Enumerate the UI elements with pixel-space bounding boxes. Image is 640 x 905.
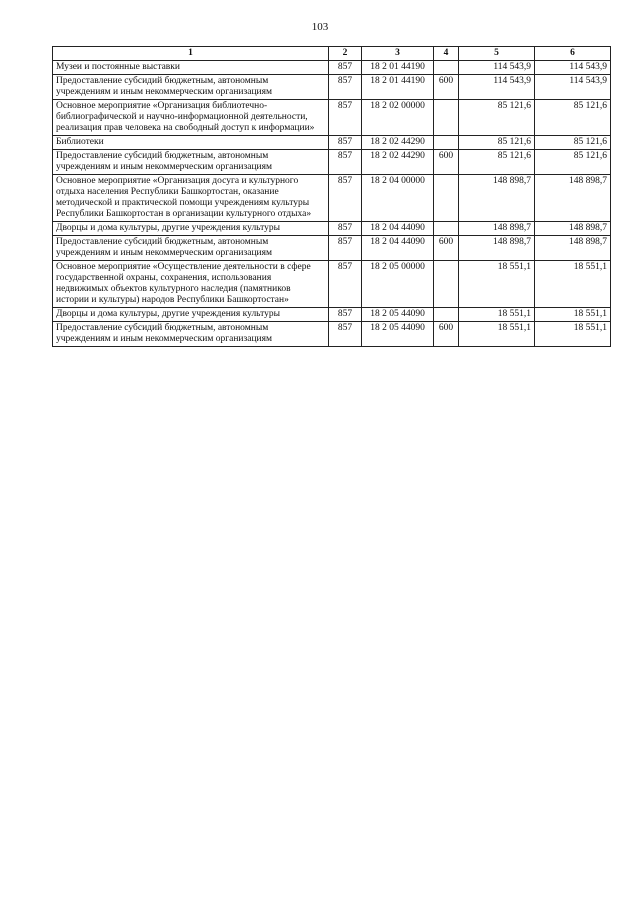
row-code: 18 2 04 44090: [362, 236, 434, 261]
row-code: 18 2 05 44090: [362, 308, 434, 322]
row-value-1: 114 543,9: [459, 61, 535, 75]
page-number: 103: [311, 21, 329, 33]
row-type: [434, 175, 459, 222]
row-ministry: 857: [329, 322, 362, 347]
row-value-2: 85 121,6: [535, 150, 611, 175]
row-ministry: 857: [329, 175, 362, 222]
row-ministry: 857: [329, 136, 362, 150]
row-ministry: 857: [329, 100, 362, 136]
row-value-1: 18 551,1: [459, 308, 535, 322]
row-code: 18 2 02 44290: [362, 150, 434, 175]
row-value-2: 114 543,9: [535, 61, 611, 75]
table-header: [53, 47, 611, 61]
table-row: [53, 61, 611, 75]
row-ministry: 857: [329, 150, 362, 175]
row-name: Дворцы и дома культуры, другие учреждения культуры: [53, 308, 329, 322]
row-code: 18 2 01 44190: [362, 61, 434, 75]
row-ministry: 857: [329, 308, 362, 322]
row-name: Основное мероприятие «Осуществление деятельности в сфере государственной охраны, сохранения, использования недвижимых объектов культурного наследия (памятников истории и культуры) народов Республики Башкортостан»: [53, 261, 329, 308]
row-value-2: 85 121,6: [535, 136, 611, 150]
row-value-2: 18 551,1: [535, 322, 611, 347]
row-type: 600: [434, 236, 459, 261]
row-type: [434, 308, 459, 322]
row-type: 600: [434, 150, 459, 175]
budget-table: [52, 46, 611, 347]
row-name: Основное мероприятие «Организация библиотечно-библиографической и научно-информационной деятельности, реализация прав человека на свободный доступ к информации»: [53, 100, 329, 136]
table-row: [53, 222, 611, 236]
row-value-2: 114 543,9: [535, 75, 611, 100]
row-ministry: 857: [329, 236, 362, 261]
table-row: [53, 150, 611, 175]
row-value-2: 148 898,7: [535, 175, 611, 222]
row-value-1: 114 543,9: [459, 75, 535, 100]
row-ministry: 857: [329, 61, 362, 75]
row-value-1: 18 551,1: [459, 322, 535, 347]
row-type: 600: [434, 75, 459, 100]
row-value-1: 18 551,1: [459, 261, 535, 308]
row-value-1: 148 898,7: [459, 175, 535, 222]
row-type: [434, 261, 459, 308]
row-value-1: 85 121,6: [459, 136, 535, 150]
row-code: 18 2 02 00000: [362, 100, 434, 136]
row-value-2: 18 551,1: [535, 261, 611, 308]
row-name: Библиотеки: [53, 136, 329, 150]
row-ministry: 857: [329, 261, 362, 308]
row-ministry: 857: [329, 222, 362, 236]
table-row: [53, 75, 611, 100]
table-row: [53, 322, 611, 347]
row-code: 18 2 04 00000: [362, 175, 434, 222]
row-value-1: 85 121,6: [459, 100, 535, 136]
row-type: 600: [434, 322, 459, 347]
table-row: [53, 175, 611, 222]
row-value-2: 148 898,7: [535, 236, 611, 261]
row-name: Музеи и постоянные выставки: [53, 61, 329, 75]
table-body: [53, 61, 611, 347]
header-cell-3: 3: [362, 47, 434, 61]
row-type: [434, 61, 459, 75]
table-row: [53, 261, 611, 308]
row-value-2: 85 121,6: [535, 100, 611, 136]
header-row: [53, 47, 611, 61]
header-cell-2: 2: [329, 47, 362, 61]
header-cell-5: 5: [459, 47, 535, 61]
row-name: Предоставление субсидий бюджетным, автономным учреждениям и иным некоммерческим организациям: [53, 236, 329, 261]
row-code: 18 2 05 44090: [362, 322, 434, 347]
row-code: 18 2 05 00000: [362, 261, 434, 308]
row-code: 18 2 04 44090: [362, 222, 434, 236]
row-value-2: 18 551,1: [535, 308, 611, 322]
row-name: Дворцы и дома культуры, другие учреждения культуры: [53, 222, 329, 236]
row-name: Предоставление субсидий бюджетным, автономным учреждениям и иным некоммерческим организациям: [53, 150, 329, 175]
table-row: [53, 236, 611, 261]
row-code: 18 2 01 44190: [362, 75, 434, 100]
row-name: Предоставление субсидий бюджетным, автономным учреждениям и иным некоммерческим организациям: [53, 322, 329, 347]
row-code: 18 2 02 44290: [362, 136, 434, 150]
header-cell-4: 4: [434, 47, 459, 61]
row-value-2: 148 898,7: [535, 222, 611, 236]
row-name: Предоставление субсидий бюджетным, автономным учреждениям и иным некоммерческим организациям: [53, 75, 329, 100]
row-name: Основное мероприятие «Организация досуга и культурного отдыха населения Республики Башкортостан, оказание методической и практической помощи учреждениям культуры Республики Башкортостан в организации культурного отдыха»: [53, 175, 329, 222]
header-cell-1: 1: [53, 47, 329, 61]
table-row: [53, 136, 611, 150]
row-type: [434, 100, 459, 136]
row-value-1: 85 121,6: [459, 150, 535, 175]
table-row: [53, 100, 611, 136]
table-row: [53, 308, 611, 322]
row-type: [434, 222, 459, 236]
row-type: [434, 136, 459, 150]
row-ministry: 857: [329, 75, 362, 100]
header-cell-6: 6: [535, 47, 611, 61]
row-value-1: 148 898,7: [459, 222, 535, 236]
row-value-1: 148 898,7: [459, 236, 535, 261]
